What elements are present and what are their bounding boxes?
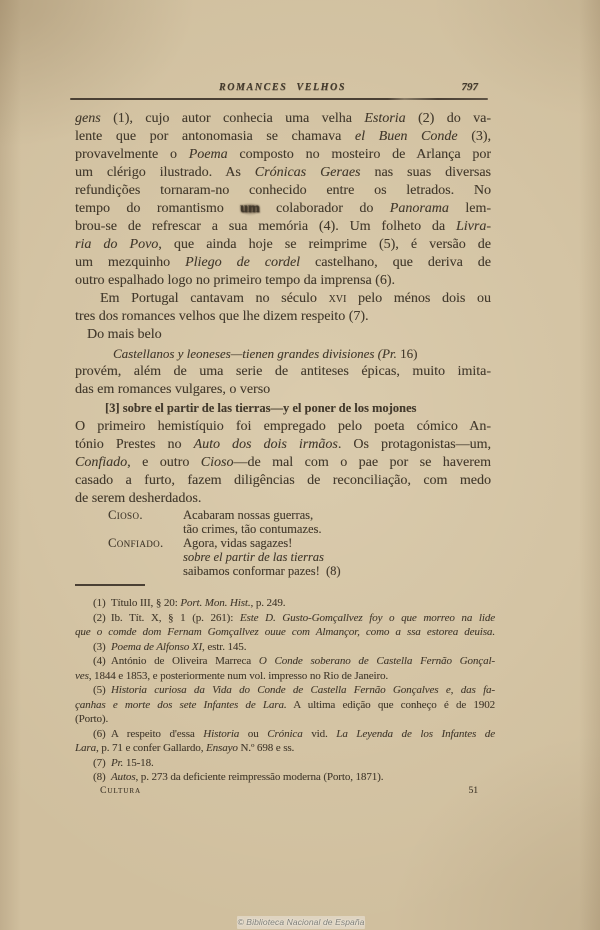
text-line [75, 128, 491, 146]
text-segment: tempo do romantismo [75, 201, 241, 216]
text-segment: lente que por antonomasia se chamava [75, 129, 355, 144]
text-line [75, 596, 495, 611]
text-line [75, 200, 491, 218]
text-segment: brou-se de refrescar a sua memória (4). Um folheto da [75, 219, 456, 234]
text-segment: Castellanos y leoneses—tienen grandes divisiones (Pr. [113, 346, 397, 361]
text-line [75, 344, 491, 363]
text-segment: provavelmente o [75, 147, 189, 162]
header-rule [70, 98, 488, 100]
text-line [75, 625, 495, 640]
text-line [75, 381, 491, 399]
text-segment: das em romances vulgares, o verso [75, 382, 271, 397]
text-line [75, 436, 491, 454]
body-text [75, 110, 491, 578]
text-segment: (8) [93, 771, 111, 783]
text-segment: Cioso. [108, 508, 143, 522]
text-segment: Do mais belo [87, 327, 162, 342]
text-segment: vid. [302, 727, 337, 740]
text-segment: A ultima edição que conheço é de 1902 [286, 698, 495, 711]
text-segment: Historia curiosa da Vida do Conde de Castella Fernão Gonçalves e, das fa- [110, 684, 495, 696]
text-segment: (4) António de Oliveira Marreca [93, 655, 259, 667]
text-line [75, 536, 491, 550]
text-segment: Auto dos dois irmãos [193, 437, 338, 452]
text-line [75, 418, 491, 436]
library-watermark: © Biblioteca Nacional de España [237, 917, 365, 927]
text-line [75, 654, 495, 669]
text-segment: O Conde soberano de Castella Fernão Gonçal- [258, 655, 495, 667]
text-segment: um [240, 201, 260, 216]
text-line [75, 110, 491, 128]
text-segment: 15-18. [123, 756, 154, 769]
text-segment: (3) [93, 640, 111, 653]
text-line [75, 290, 491, 308]
footnotes [75, 596, 495, 785]
footnote-separator [75, 584, 145, 586]
text-line [75, 326, 491, 344]
text-segment: Confiado [75, 455, 128, 470]
text-segment: ves [75, 669, 89, 682]
text-line [75, 522, 491, 536]
text-segment: outro espalhado logo no primeiro tempo da imprensa (6). [75, 273, 395, 288]
page-header [75, 82, 490, 97]
text-segment: . Os protagonistas—um, [337, 437, 491, 452]
text-segment: saibamos conformar pazes! (8) [183, 564, 341, 578]
text-segment: refundições tornaram-no conhecido entre os letrados. No [75, 183, 491, 198]
text-segment: Acabaram nossas guerras, [183, 508, 314, 522]
text-line [75, 683, 495, 698]
text-segment: Poema [188, 147, 228, 162]
text-segment: Agora, vidas sagazes! [183, 536, 293, 550]
text-segment: Crónica [267, 727, 303, 740]
text-segment: (7) [93, 756, 111, 769]
text-line [75, 146, 491, 164]
text-line [75, 164, 491, 182]
text-segment: , p. 249. [250, 597, 286, 609]
text-line [75, 669, 495, 684]
text-segment: , p. 71 e confer Gallardo, [96, 742, 207, 754]
text-segment: de serem desherdados. [75, 491, 202, 506]
text-line [75, 254, 491, 272]
text-segment: casado a furto, fazem diligências de reconciliação, com medo [75, 473, 491, 488]
text-line [75, 640, 495, 655]
text-line [75, 741, 495, 756]
text-segment: (3), [457, 129, 491, 144]
text-segment: (1), cujo autor conhecia uma velha [100, 111, 365, 126]
text-line [75, 564, 491, 578]
text-segment: tres dos romances velhos que lhe dizem respeito (7). [75, 309, 369, 324]
text-segment: O primeiro hemistíquio foi empregado pelo poeta cómico An- [75, 419, 491, 434]
text-line [75, 218, 491, 236]
text-line [75, 727, 495, 742]
text-segment: lem- [448, 201, 491, 216]
text-line [75, 236, 491, 254]
text-segment: colaborador do [259, 201, 390, 216]
text-segment: Pr. [110, 756, 124, 769]
text-segment: (2) do va- [405, 111, 491, 126]
text-line [75, 272, 491, 290]
text-segment: pelo ménos dois ou [346, 291, 491, 306]
text-segment: , que ainda hoje se reimprime (5), é versão de [158, 237, 491, 252]
text-segment: [3] sobre el partir de las tierras—y el poner de los mojones [105, 401, 417, 415]
text-line [75, 712, 495, 727]
text-line [75, 508, 491, 522]
page-number: 797 [461, 81, 478, 93]
text-segment: Estoria [364, 111, 406, 126]
text-segment: , e outro [127, 455, 201, 470]
text-segment: gens [75, 111, 101, 126]
text-segment: ou [239, 727, 268, 740]
text-segment: (6) A respeito d'essa [93, 727, 204, 740]
text-line [75, 611, 495, 626]
text-line [75, 770, 495, 785]
text-line [75, 550, 491, 564]
running-title: ROMANCES VELHOS [218, 82, 347, 93]
text-line [75, 756, 495, 771]
text-segment: Historia [203, 727, 240, 740]
text-segment: xvi [328, 291, 347, 306]
text-segment: Poema de Alfonso XI [110, 640, 203, 653]
text-segment: que o comde dom Fernam Gomçallvez ouue com Almançor, como a ssa estorea deuisa. [75, 626, 495, 638]
text-segment: ria do Povo [75, 237, 159, 252]
text-segment: Autos [110, 771, 136, 783]
journal-name: Cultura [100, 786, 142, 796]
text-segment: Panorama [389, 201, 449, 216]
text-segment: Port. Mon. Hist. [180, 597, 251, 609]
text-segment: (Porto). [75, 713, 109, 725]
text-segment: composto no mosteiro de Arlança por [227, 147, 491, 162]
text-line [75, 490, 491, 508]
text-line [75, 308, 491, 326]
text-segment: (5) [93, 684, 111, 696]
text-segment: (1) Título III, § 20: [93, 597, 181, 609]
text-segment: castelhano, que deriva de [300, 255, 491, 270]
text-segment: , p. 273 da deficiente reimpressão moderna (Porto, 1871). [135, 771, 384, 783]
page-footer [75, 786, 490, 799]
text-line [75, 472, 491, 490]
text-segment: , 1844 e 1853, e posteriormente num vol. impresso no Rio de Janeiro. [88, 669, 389, 682]
text-segment: çanhas e morte dos sete Infantes de Lara. [75, 698, 287, 711]
text-line [75, 698, 495, 713]
text-line [75, 363, 491, 381]
text-segment: nas suas diversas [360, 165, 491, 180]
text-segment: Pliego de cordel [185, 255, 301, 270]
text-segment: N.º 698 e ss. [237, 742, 295, 754]
text-segment: —de mal com o pae por se haverem [233, 455, 491, 470]
text-segment: Em Portugal cantavam no século [100, 291, 329, 306]
text-segment: 16) [396, 346, 418, 361]
text-segment: Este D. Gusto-Gomçallvez foy o que morreo na lide [239, 611, 495, 624]
text-line [75, 182, 491, 200]
text-segment: tão crimes, tão contumazes. [183, 522, 322, 536]
text-segment: sobre el partir de las tierras [183, 550, 324, 564]
text-segment: Crónicas Geraes [254, 165, 361, 180]
text-segment: Ensayo [206, 742, 238, 754]
text-segment: Confiado. [108, 536, 164, 550]
text-segment: tónio Prestes no [75, 437, 194, 452]
signature-number: 51 [468, 786, 478, 796]
text-segment: (2) Ib. Tít. X, § 1 (p. 261): [93, 611, 240, 624]
text-segment: Cioso [200, 455, 234, 470]
text-line [75, 454, 491, 472]
text-segment: La Leyenda de los Infantes de [336, 727, 495, 740]
text-segment: um mezquinho [75, 255, 186, 270]
text-segment: el Buen Conde [354, 129, 458, 144]
text-segment: Lara [75, 742, 96, 754]
text-segment: Livra- [456, 219, 491, 234]
text-segment: um clérigo ilustrado. As [75, 165, 255, 180]
text-segment: provém, além de uma serie de antiteses épicas, muito imita- [75, 364, 491, 379]
text-line [75, 399, 491, 418]
text-segment: , estr. 145. [202, 640, 247, 653]
